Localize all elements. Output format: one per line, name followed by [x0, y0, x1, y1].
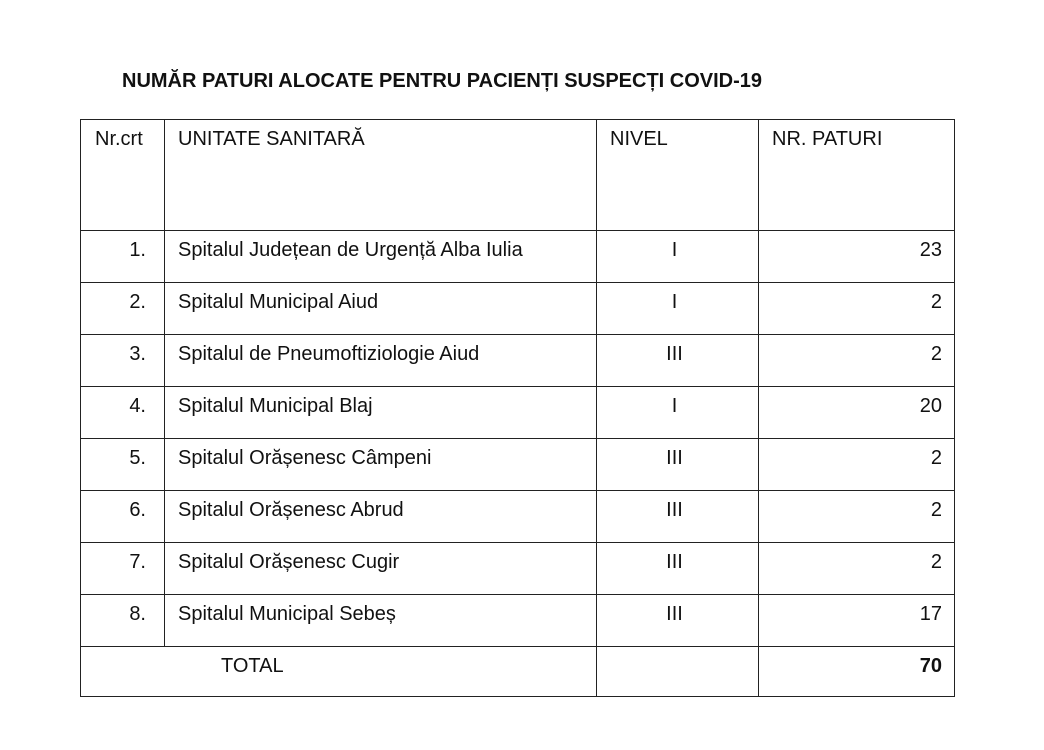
document-title: NUMĂR PATURI ALOCATE PENTRU PACIENȚI SUSPECȚI COVID-19 [122, 70, 763, 92]
table-row [81, 543, 955, 595]
cell-level: III [597, 491, 759, 543]
total-label-cell: TOTAL [81, 647, 597, 697]
table-row [81, 231, 955, 283]
table-header-row [81, 120, 955, 231]
total-beds-cell: 70 [759, 647, 955, 697]
table-row [81, 439, 955, 491]
header-unitate-sanitara: UNITATE SANITARĂ [165, 120, 597, 231]
cell-beds: 17 [759, 595, 955, 647]
cell-nr: 6. [81, 491, 165, 543]
cell-unit: Spitalul de Pneumoftiziologie Aiud [165, 335, 597, 387]
cell-level: I [597, 231, 759, 283]
table-row [81, 387, 955, 439]
cell-beds: 2 [759, 335, 955, 387]
cell-nr: 2. [81, 283, 165, 335]
cell-beds: 23 [759, 231, 955, 283]
table-total-row [81, 647, 955, 697]
cell-level: I [597, 387, 759, 439]
total-level-cell [597, 647, 759, 697]
cell-unit: Spitalul Orășenesc Cugir [165, 543, 597, 595]
cell-unit: Spitalul Orășenesc Abrud [165, 491, 597, 543]
cell-beds: 2 [759, 283, 955, 335]
table-row [81, 335, 955, 387]
beds-table [80, 119, 955, 697]
cell-unit: Spitalul Municipal Sebeș [165, 595, 597, 647]
cell-unit: Spitalul Județean de Urgență Alba Iulia [165, 231, 597, 283]
cell-level: III [597, 439, 759, 491]
cell-level: III [597, 543, 759, 595]
cell-level: I [597, 283, 759, 335]
cell-unit: Spitalul Orășenesc Câmpeni [165, 439, 597, 491]
table-row [81, 491, 955, 543]
cell-beds: 2 [759, 491, 955, 543]
cell-level: III [597, 595, 759, 647]
cell-nr: 8. [81, 595, 165, 647]
header-nr-crt: Nr.crt [81, 120, 165, 231]
header-nr-paturi: NR. PATURI [759, 120, 955, 231]
cell-nr: 7. [81, 543, 165, 595]
cell-unit: Spitalul Municipal Aiud [165, 283, 597, 335]
cell-nr: 4. [81, 387, 165, 439]
cell-nr: 5. [81, 439, 165, 491]
cell-level: III [597, 335, 759, 387]
header-nivel: NIVEL [597, 120, 759, 231]
table-row [81, 595, 955, 647]
cell-nr: 3. [81, 335, 165, 387]
cell-beds: 20 [759, 387, 955, 439]
cell-unit: Spitalul Municipal Blaj [165, 387, 597, 439]
cell-beds: 2 [759, 439, 955, 491]
cell-nr: 1. [81, 231, 165, 283]
table-row [81, 283, 955, 335]
cell-beds: 2 [759, 543, 955, 595]
